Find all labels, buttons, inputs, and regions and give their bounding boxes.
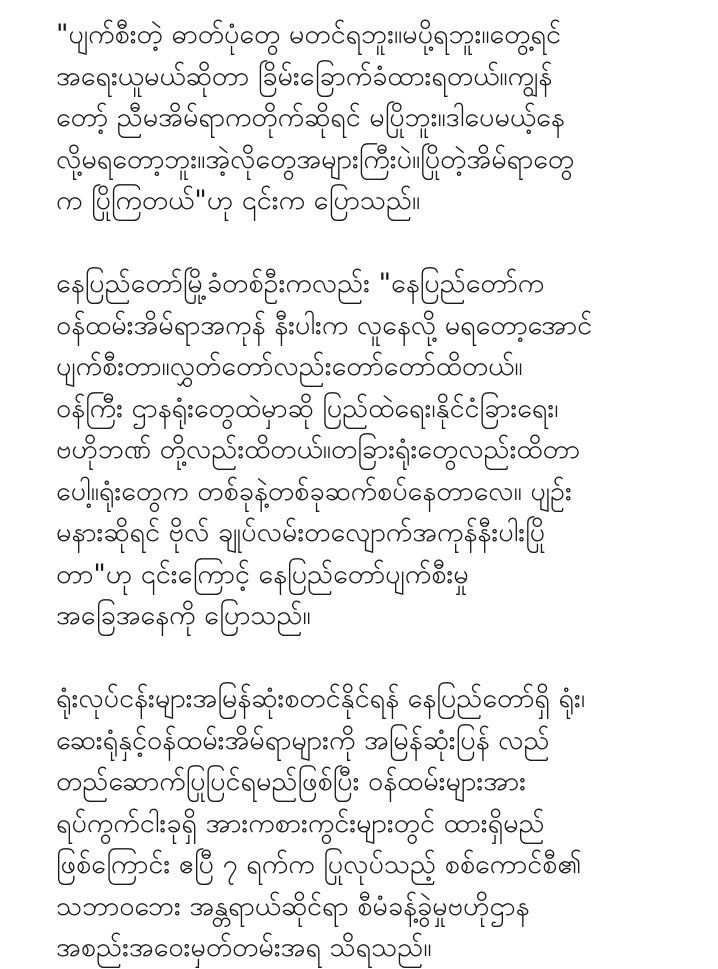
text-line: အခြေအနေကို ပြောသည်။ [56,600,311,631]
text-line: လို့မရတော့ဘူး။အဲ့လိုတွေအများကြီးပဲ။ပြိုတဲ့အိမ်ရာတွေ [56,143,575,175]
text-line: "ပျက်စီးတဲ့ ဓာတ်ပုံတွေ မတင်ရဘူး။မပို့ရဘူး။တွေ့ရင် [56,19,561,50]
text-line: က ပြိုကြတယ်"ဟု ၎င်းက ပြောသည်။ [56,185,421,216]
paragraph-spacer [56,222,670,264]
text-line: အစည်းအဝေးမှတ်တမ်းအရ သိရသည်။ [56,932,432,963]
paragraph-spacer [56,637,670,679]
text-line: တော့် ညီမအိမ်ရာကတိုက်ဆိုရင် မပြိုဘူး။ဒါပေမယ့်နေ [56,102,565,133]
text-line: ရုံးလုပ်ငန်းများအမြန်ဆုံးစတင်နိုင်ရန် နေပြည်တော်ရှိ ရုံး၊ [56,683,586,714]
text-line: အရေးယူမယ်ဆိုတာ ခြိမ်းခြောက်ခံထားရတယ်။ကျွန် [56,60,553,92]
text-line: ရပ်ကွက်ငါးခုရှိ အားကစားကွင်းများတွင် ထားရှိမည် [56,807,545,839]
text-line: သဘာဝဘေး အန္တရာယ်ဆိုင်ရာ စီမံခန့်ခွဲမှုဗဟိုဌာန [56,890,530,922]
text-line: နေပြည်တော်မြို့ခံတစ်ဦးကလည်း "နေပြည်တော်က [56,268,545,299]
text-line: ဝန်ထမ်းအိမ်ရာအကုန် နီးပါးက လူနေလို့ မရတော့အောင် [56,309,593,341]
paragraph-1 [56,14,670,222]
text-line: ဗဟိုဘဏ် တို့လည်းထိတယ်။တခြားရုံးတွေလည်းထိတာ [56,434,581,465]
text-line: ဖြစ်ကြောင်း ဧပြီ ၇ ရက်က ပြုလုပ်သည့် စစ်ကောင်စီ၏ [56,849,582,880]
text-line: တည်ဆောက်ပြုပြင်ရမည်ဖြစ်ပြီး ဝန်ထမ်းများအား [56,766,526,797]
text-line: ပေါ့။ရုံးတွေက တစ်ခုနဲ့တစ်ခုဆက်စပ်နေတာလေ။ ပျဉ်း [56,475,572,507]
paragraph-3 [56,678,670,969]
paragraph-2 [56,263,670,637]
text-line: ဝန်ကြီး ဌာနရုံးတွေထဲမှာဆို ပြည်ထဲရေး၊နိုင်ငံခြားရေး၊ [56,392,559,424]
text-line: ပျက်စီးတာ။လွှတ်တော်လည်းတော်တော်ထိတယ်။ [56,351,523,382]
text-line: တာ"ဟု ၎င်းကြောင့် နေပြည်တော်ပျက်စီးမှု [56,558,469,590]
text-line: ဆေးရုံနှင့်ဝန်ထမ်းအိမ်ရာများကို အမြန်ဆုံးပြန် လည် [56,724,550,756]
text-line: မနားဆိုရင် ဗိုလ် ချုပ်လမ်းတလျောက်အကုန်နီးပါးပြို [56,517,546,548]
